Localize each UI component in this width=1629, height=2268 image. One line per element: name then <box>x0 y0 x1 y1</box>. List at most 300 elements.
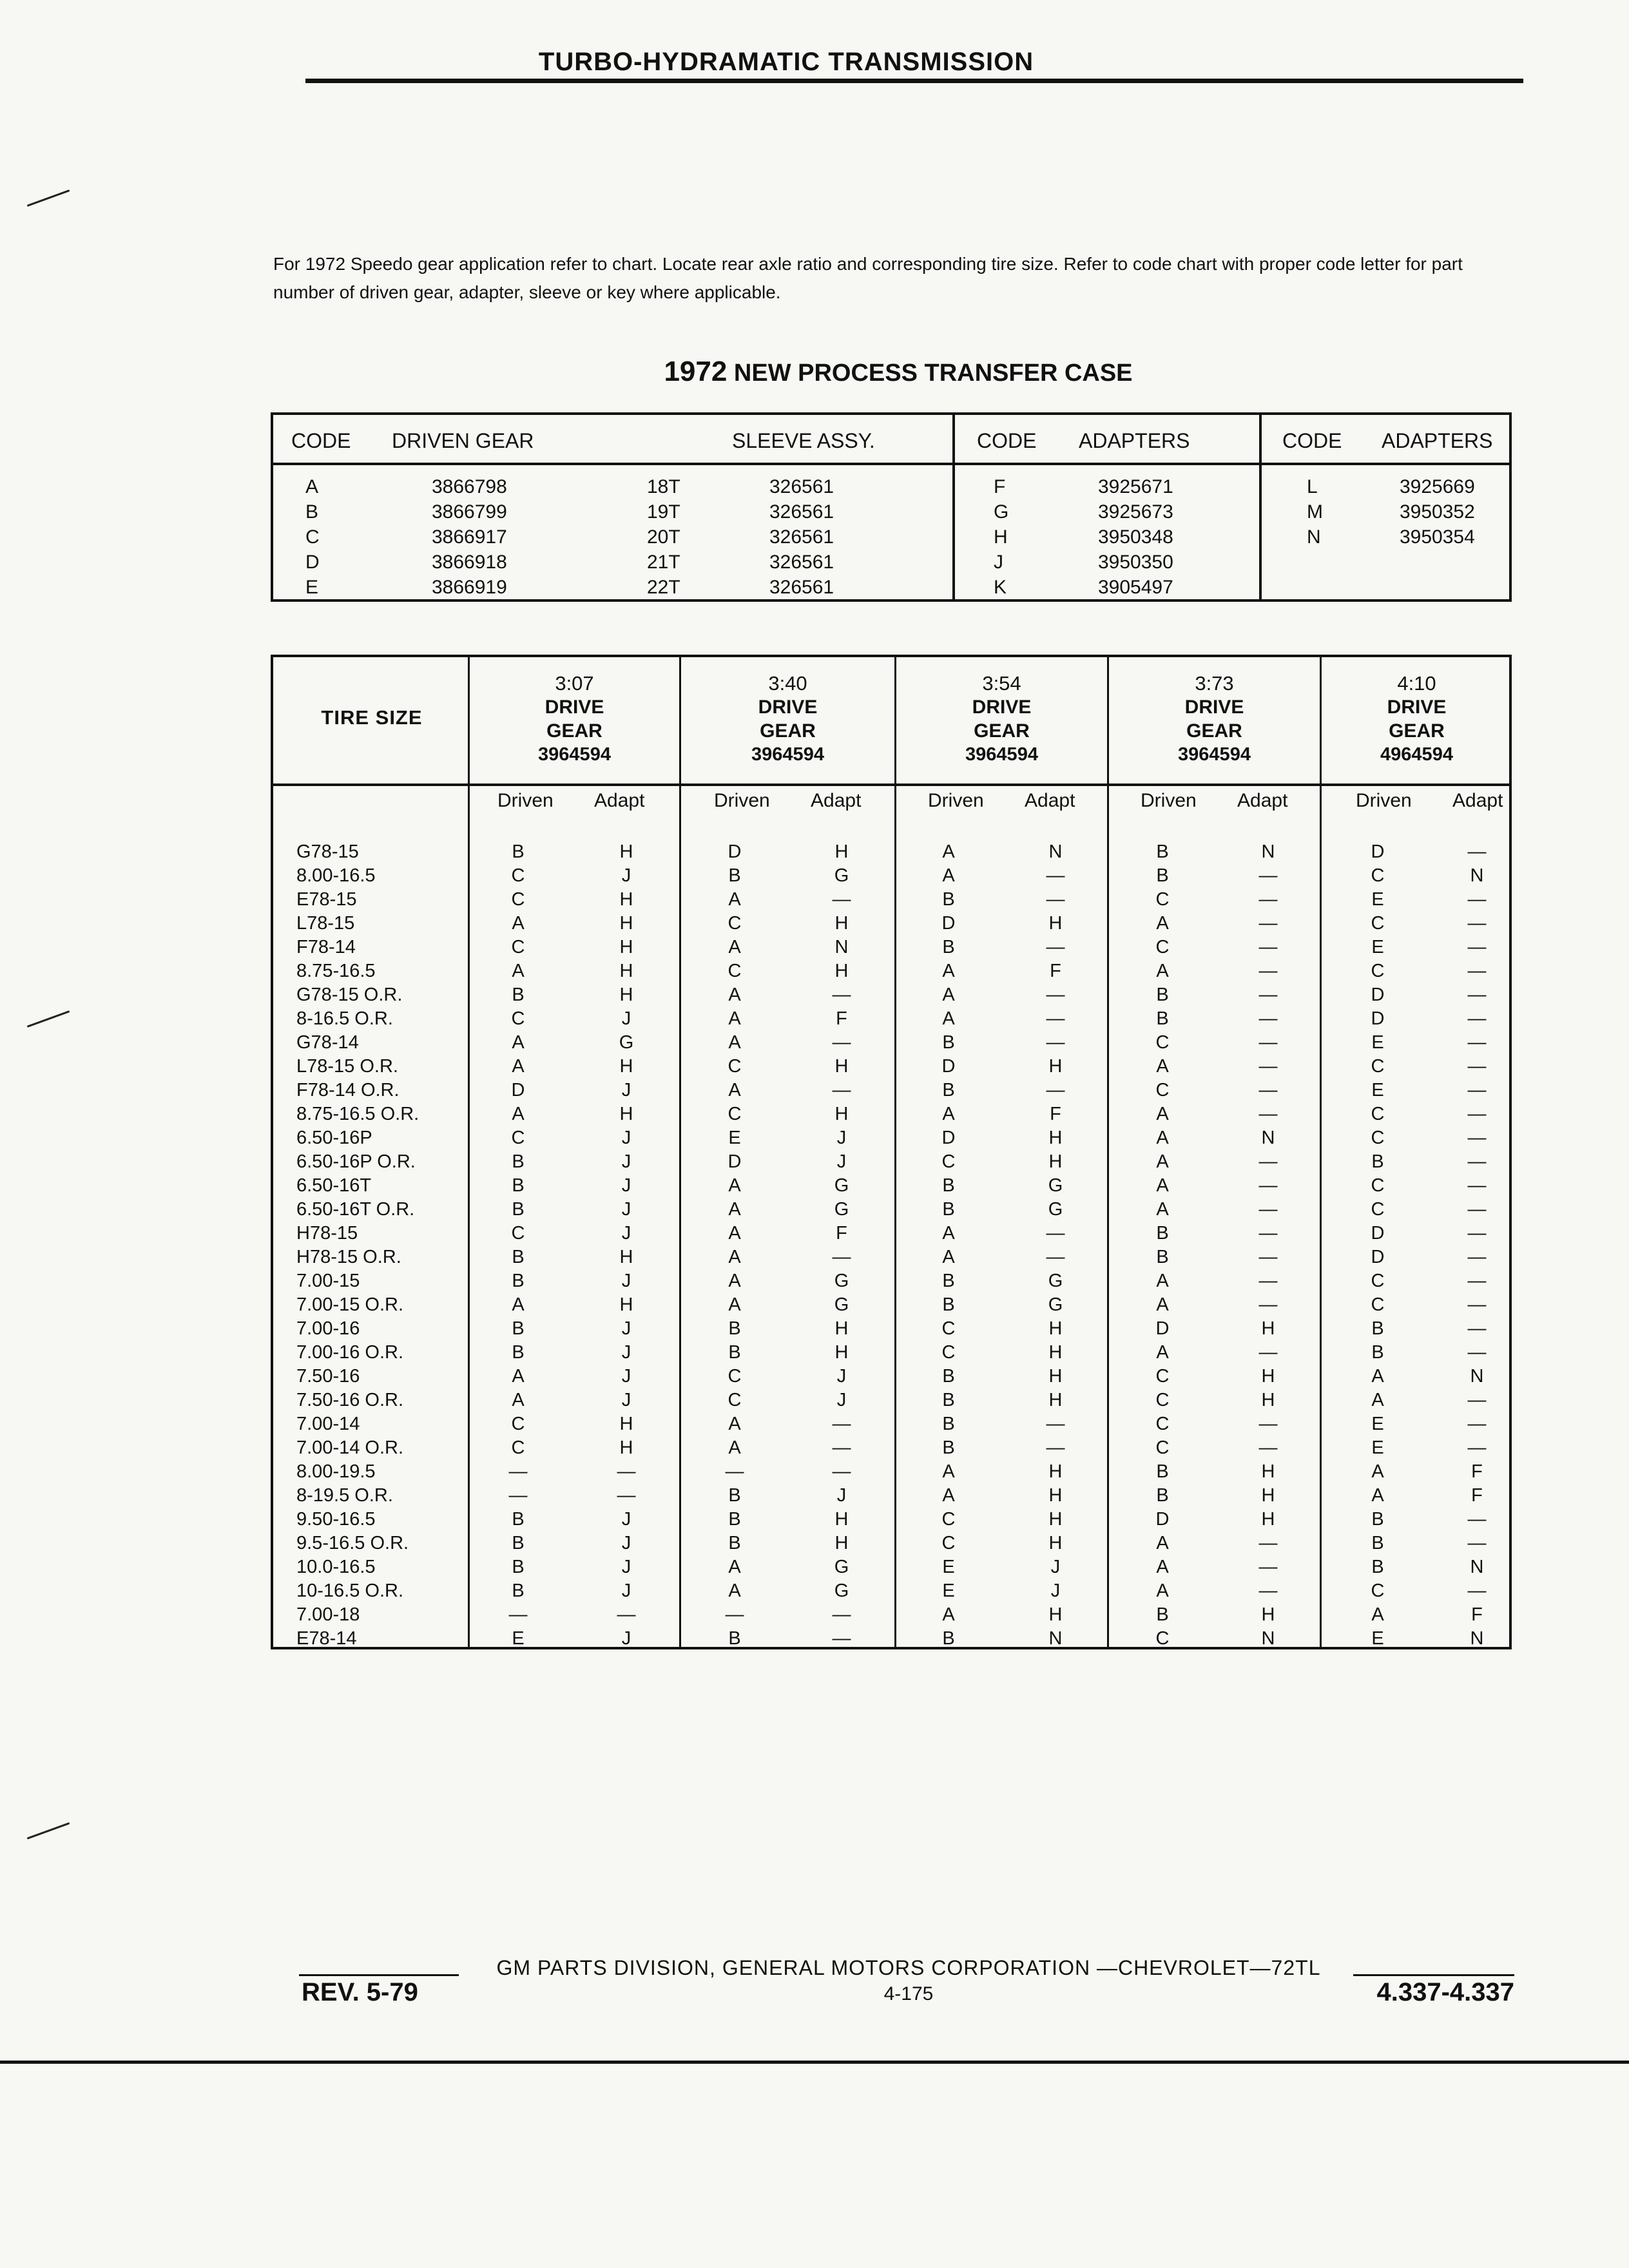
driven-code-cell: A <box>512 1390 525 1410</box>
code-header: CODE <box>977 429 1037 452</box>
adapt-code-cell: — <box>1467 1437 1487 1458</box>
tire-size-cell: L78-15 <box>296 913 355 934</box>
driven-code-cell: B <box>1371 1151 1384 1172</box>
adapt-code-cell: J <box>836 1390 847 1410</box>
adapt-code-cell: H <box>834 841 849 862</box>
adapt-code-cell: — <box>1046 1223 1065 1244</box>
adapt-code-cell: G <box>834 1271 849 1291</box>
adapt-code-cell: — <box>1258 1080 1278 1100</box>
driven-code-cell: A <box>1156 961 1169 981</box>
driven-code-cell: B <box>942 1032 955 1053</box>
adapt-code-cell: — <box>1046 985 1065 1005</box>
driven-code-cell: C <box>1371 1199 1385 1220</box>
adapt-code-cell: G <box>834 1199 849 1220</box>
code-cell: L <box>1307 476 1318 497</box>
adapt-code-cell: — <box>832 1080 851 1100</box>
revision-label: REV. 5-79 <box>302 1978 418 2006</box>
driven-code-cell: B <box>512 1581 525 1601</box>
adapt-code-cell: F <box>1471 1485 1483 1506</box>
ratio-header <box>896 671 1107 781</box>
adapt-code-cell: J <box>621 1628 631 1649</box>
driven-code-cell: A <box>942 841 955 862</box>
adapt-code-cell: — <box>832 985 851 1005</box>
drive-gear-part: 3964594 <box>1178 744 1251 765</box>
driven-code-cell: B <box>728 865 741 886</box>
adapt-code-cell: H <box>834 1533 849 1553</box>
adapt-code-cell: — <box>1467 1414 1487 1434</box>
tire-size-cell: G78-15 O.R. <box>296 985 403 1005</box>
driven-code-cell: D <box>1371 1247 1385 1267</box>
tire-size-cell: 8-16.5 O.R. <box>296 1008 393 1029</box>
adapt-code-cell: H <box>1261 1390 1275 1410</box>
adapt-code-cell: — <box>1258 1557 1278 1577</box>
driven-subheader: Driven <box>497 790 554 811</box>
adapt-code-cell: H <box>619 1247 633 1267</box>
adapt-code-cell: N <box>1048 841 1063 862</box>
driven-code-cell: A <box>1156 1128 1169 1148</box>
ratio-header <box>1322 671 1512 781</box>
page-number: 4-175 <box>883 1983 934 2004</box>
driven-code-cell: B <box>512 1318 525 1339</box>
driven-code-cell: A <box>1156 1104 1169 1124</box>
adapt-code-cell: J <box>621 1366 631 1387</box>
driven-code-cell: B <box>1371 1318 1384 1339</box>
scan-mark <box>27 1822 70 1840</box>
adapt-code-cell: — <box>1467 1056 1487 1077</box>
adapt-code-cell: J <box>621 1008 631 1029</box>
adapt-code-cell: — <box>1467 1533 1487 1553</box>
driven-code-cell: B <box>728 1628 741 1649</box>
driven-code-cell: A <box>728 1008 741 1029</box>
code-header: CODE <box>1282 429 1342 452</box>
driven-code-cell: C <box>728 913 742 934</box>
adapt-code-cell: G <box>834 1557 849 1577</box>
driven-code-cell: D <box>941 1128 956 1148</box>
adapt-code-cell: H <box>834 1318 849 1339</box>
gear-label: GEAR <box>974 720 1030 742</box>
driven-code-cell: C <box>941 1533 956 1553</box>
tire-size-cell: 7.50-16 <box>296 1366 360 1387</box>
driven-code-cell: A <box>512 1032 525 1053</box>
driven-code-cell: D <box>511 1080 525 1100</box>
driven-code-cell: C <box>1371 961 1385 981</box>
adapt-code-cell: — <box>1258 985 1278 1005</box>
tire-size-cell: 7.00-15 <box>296 1271 360 1291</box>
adapt-code-cell: F <box>1471 1604 1483 1625</box>
chart-divider <box>679 657 681 1647</box>
driven-subheader: Driven <box>1356 790 1412 811</box>
adapt-code-cell: J <box>621 1199 631 1220</box>
driven-code-cell: E <box>942 1581 955 1601</box>
driven-code-cell: C <box>1371 1104 1385 1124</box>
driven-code-cell: B <box>942 1175 955 1196</box>
part-number-cell: 3866798 <box>432 476 507 497</box>
driven-code-cell: E <box>1371 889 1384 910</box>
tire-size-cell: G78-15 <box>296 841 359 862</box>
driven-code-cell: D <box>1155 1318 1170 1339</box>
driven-code-cell: B <box>512 1557 525 1577</box>
bottom-rule <box>0 2061 1629 2064</box>
driven-code-cell: C <box>511 865 525 886</box>
adapt-code-cell: F <box>1050 961 1061 981</box>
adapt-code-cell: — <box>1046 1080 1065 1100</box>
adapt-code-cell: N <box>1048 1628 1063 1649</box>
driven-code-cell: — <box>508 1604 528 1625</box>
tire-size-cell: 10-16.5 O.R. <box>296 1581 404 1601</box>
driven-part-column <box>432 474 507 600</box>
driven-code-cell: A <box>942 1604 955 1625</box>
driven-code-cell: A <box>728 1247 741 1267</box>
adapt-code-cell: H <box>619 1104 633 1124</box>
adapt-code-cell: H <box>619 889 633 910</box>
adapt-code-cell: H <box>619 1294 633 1315</box>
adapt-code-cell: N <box>834 937 849 957</box>
driven-code-cell: B <box>728 1533 741 1553</box>
adapt-code-cell: H <box>1048 1390 1063 1410</box>
tire-size-cell: L78-15 O.R. <box>296 1056 398 1077</box>
driven-code-cell: B <box>942 1199 955 1220</box>
ratio-header <box>470 671 679 781</box>
driven-code-cell: B <box>1156 841 1169 862</box>
drive-label: DRIVE <box>972 697 1032 718</box>
adapt-code-cell: H <box>1048 1056 1063 1077</box>
adapt-code-cell: H <box>1048 1366 1063 1387</box>
footer-rule <box>299 1974 459 1976</box>
adapt-code-cell: — <box>1467 1080 1487 1100</box>
adapt-code-cell: J <box>1050 1581 1061 1601</box>
driven-code-cell: C <box>941 1509 956 1530</box>
driven-code-cell: E <box>1371 1437 1384 1458</box>
driven-code-cell: B <box>512 1247 525 1267</box>
driven-code-cell: E <box>512 1628 525 1649</box>
adapt-code-cell: J <box>621 1175 631 1196</box>
driven-code-cell: C <box>941 1318 956 1339</box>
sleeve-column <box>769 474 834 600</box>
adapt-code-cell: — <box>1467 1318 1487 1339</box>
section-number: 4.337-4.337 <box>1376 1978 1514 2006</box>
driven-code-cell: A <box>1371 1390 1384 1410</box>
adapt-code-cell: — <box>1467 1128 1487 1148</box>
driven-code-cell: C <box>511 1437 525 1458</box>
driven-code-cell: B <box>512 1199 525 1220</box>
adapt-code-column <box>607 840 646 1651</box>
ratio-label: 4:10 <box>1397 672 1436 695</box>
adapt-code-cell: — <box>1467 985 1487 1005</box>
driven-code-cell: A <box>1156 1581 1169 1601</box>
adapt-code-cell: J <box>836 1151 847 1172</box>
code-cell: A <box>305 476 319 497</box>
driven-code-cell: A <box>1156 1294 1169 1315</box>
part-number-cell: 3866919 <box>432 577 507 598</box>
adapt-code-cell: — <box>1467 913 1487 934</box>
adapt-code-cell: J <box>836 1485 847 1506</box>
adapt-code-cell: — <box>1467 1390 1487 1410</box>
driven-code-cell: C <box>1371 1271 1385 1291</box>
driven-code-cell: A <box>942 961 955 981</box>
tire-size-cell: 7.00-16 <box>296 1318 360 1339</box>
driven-code-cell: B <box>512 1533 525 1553</box>
adapt-code-cell: — <box>1467 1223 1487 1244</box>
part-number-cell: 3950348 <box>1098 526 1173 548</box>
driven-code-cell: A <box>512 913 525 934</box>
adapt-code-cell: — <box>832 889 851 910</box>
adapt-code-cell: H <box>619 961 633 981</box>
chart-divider <box>1107 657 1109 1647</box>
sleeve-cell: 326561 <box>769 552 834 573</box>
adapt-code-cell: — <box>1258 865 1278 886</box>
ratio-header <box>1109 671 1320 781</box>
driven-code-cell: — <box>725 1461 744 1482</box>
adapt-code-cell: — <box>1467 1509 1487 1530</box>
adapt-code-cell: H <box>1048 1604 1063 1625</box>
scan-mark <box>27 189 70 207</box>
driven-code-cell: A <box>728 1175 741 1196</box>
adapt-code-cell: H <box>1048 1151 1063 1172</box>
driven-code-cell: D <box>728 841 742 862</box>
adapt-code-cell: F <box>836 1008 847 1029</box>
driven-code-cell: A <box>1371 1461 1384 1482</box>
adapt-code-cell: — <box>1467 1342 1487 1363</box>
adapt-code-column <box>1249 840 1287 1651</box>
driven-code-cell: C <box>511 1414 525 1434</box>
teeth-column <box>647 474 680 600</box>
tire-size-cell: H78-15 O.R. <box>296 1247 401 1267</box>
driven-code-cell: D <box>1371 1223 1385 1244</box>
adapt-code-cell: — <box>832 1604 851 1625</box>
sleeve-cell: 326561 <box>769 501 834 523</box>
part-number-cell: 3925669 <box>1400 476 1475 497</box>
driven-code-cell: A <box>1156 1557 1169 1577</box>
adapt-code-cell: — <box>1258 1032 1278 1053</box>
adapt-code-cell: J <box>621 865 631 886</box>
driven-code-column <box>499 840 537 1651</box>
driven-code-cell: C <box>511 1223 525 1244</box>
driven-code-cell: B <box>728 1342 741 1363</box>
speedo-gear-chart <box>271 655 1512 1649</box>
driven-code-cell: B <box>1156 985 1169 1005</box>
driven-code-cell: B <box>1371 1533 1384 1553</box>
drive-gear-part: 3964594 <box>538 744 611 765</box>
driven-code-cell: A <box>942 985 955 1005</box>
driven-code-cell: B <box>942 889 955 910</box>
driven-code-cell: C <box>728 1390 742 1410</box>
driven-code-cell: A <box>1156 1175 1169 1196</box>
adapt-code-cell: — <box>1467 1581 1487 1601</box>
adapt-code-cell: — <box>832 1628 851 1649</box>
adapt-code-cell: — <box>1467 1271 1487 1291</box>
adapt-code-cell: J <box>621 1223 631 1244</box>
adapt-code-cell: — <box>1046 937 1065 957</box>
adapt-code-cell: J <box>836 1128 847 1148</box>
driven-code-cell: B <box>1156 1604 1169 1625</box>
adapt-code-cell: — <box>1258 1294 1278 1315</box>
driven-code-cell: C <box>1155 937 1170 957</box>
driven-code-cell: B <box>728 1485 741 1506</box>
driven-code-cell: C <box>511 1128 525 1148</box>
adapt-code-cell: G <box>834 1294 849 1315</box>
adapt-code-cell: J <box>621 1151 631 1172</box>
tire-size-cell: 7.00-14 O.R. <box>296 1437 404 1458</box>
driven-subheader: Driven <box>928 790 984 811</box>
sleeve-cell: 326561 <box>769 577 834 598</box>
driven-code-cell: B <box>1371 1342 1384 1363</box>
driven-code-cell: E <box>1371 1032 1384 1053</box>
adapt-code-cell: H <box>1048 1533 1063 1553</box>
code-table <box>271 412 1512 602</box>
part-number-cell: 3866799 <box>432 501 507 523</box>
driven-code-cell: A <box>512 961 525 981</box>
part-number-cell: 3950354 <box>1400 526 1475 548</box>
tire-size-cell: 10.0-16.5 <box>296 1557 376 1577</box>
adapt-code-cell: J <box>1050 1557 1061 1577</box>
driven-code-cell: C <box>728 1366 742 1387</box>
driven-code-cell: A <box>512 1104 525 1124</box>
adapt-code-cell: — <box>1258 1151 1278 1172</box>
adapt-code-cell: H <box>1261 1604 1275 1625</box>
adapt-code-cell: F <box>1471 1461 1483 1482</box>
drive-gear-part: 3964594 <box>965 744 1038 765</box>
tire-size-cell: 7.50-16 O.R. <box>296 1390 404 1410</box>
adapt-code-cell: G <box>834 865 849 886</box>
adapt-code-cell: — <box>617 1485 636 1506</box>
code-cell: H <box>994 526 1008 548</box>
driven-code-cell: B <box>1156 1485 1169 1506</box>
gear-label: GEAR <box>1389 720 1445 742</box>
driven-code-cell: B <box>1156 1247 1169 1267</box>
driven-code-cell: C <box>1155 1414 1170 1434</box>
driven-code-cell: — <box>508 1461 528 1482</box>
driven-code-cell: A <box>728 1271 741 1291</box>
adapt-code-cell: — <box>1467 937 1487 957</box>
adapt-code-cell: — <box>1467 889 1487 910</box>
tire-size-cell: F78-14 O.R. <box>296 1080 400 1100</box>
driven-code-cell: B <box>1371 1557 1384 1577</box>
gear-label: GEAR <box>760 720 816 742</box>
driven-code-cell: D <box>1371 841 1385 862</box>
ratio-label: 3:73 <box>1195 672 1234 695</box>
adapt-code-cell: H <box>834 1342 849 1363</box>
driven-code-cell: C <box>511 1008 525 1029</box>
scan-mark <box>27 1010 70 1028</box>
driven-code-cell: C <box>1155 1366 1170 1387</box>
adapt-code-cell: H <box>1048 1342 1063 1363</box>
adapt-code-cell: — <box>832 1247 851 1267</box>
adapt-code-cell: H <box>619 985 633 1005</box>
driven-code-cell: C <box>1371 865 1385 886</box>
adapt-code-cell: G <box>619 1032 634 1053</box>
adapt-code-cell: F <box>836 1223 847 1244</box>
driven-code-cell: B <box>942 1390 955 1410</box>
driven-code-cell: B <box>1371 1509 1384 1530</box>
tire-size-cell: 8.00-19.5 <box>296 1461 376 1482</box>
adapt-code-cell: G <box>1048 1175 1063 1196</box>
tire-size-cell: F78-14 <box>296 937 356 957</box>
teeth-cell: 22T <box>647 577 680 598</box>
driven-code-cell: B <box>942 1437 955 1458</box>
page-title: TURBO-HYDRAMATIC TRANSMISSION <box>538 48 1034 76</box>
driven-code-cell: C <box>511 889 525 910</box>
adapt-code-cell: H <box>1048 1461 1063 1482</box>
driven-code-column <box>929 840 968 1651</box>
driven-code-cell: C <box>728 961 742 981</box>
driven-code-cell: E <box>728 1128 741 1148</box>
adapt-code-cell: — <box>1258 913 1278 934</box>
adapt-code-cell: H <box>1048 913 1063 934</box>
adapt-code-cell: H <box>834 961 849 981</box>
driven-code-cell: E <box>1371 1414 1384 1434</box>
adapt-code-cell: N <box>1261 1128 1275 1148</box>
driven-code-cell: C <box>1155 1080 1170 1100</box>
driven-code-cell: A <box>512 1056 525 1077</box>
driven-code-cell: D <box>941 913 956 934</box>
drive-gear-part: 3964594 <box>751 744 824 765</box>
adapt-code-cell: — <box>832 1414 851 1434</box>
adapt-code-cell: N <box>1470 865 1484 886</box>
driven-code-column <box>1358 840 1397 1651</box>
gear-label: GEAR <box>546 720 602 742</box>
adapt-code-cell: N <box>1470 1628 1484 1649</box>
adapt-code-cell: G <box>834 1581 849 1601</box>
adapt-code-cell: — <box>1046 1247 1065 1267</box>
adapt-code-cell: — <box>1258 937 1278 957</box>
adapt-code-cell: — <box>1467 1151 1487 1172</box>
section-title <box>273 356 1523 388</box>
adapt-code-cell: H <box>619 1056 633 1077</box>
adapt-code-cell: — <box>1467 841 1487 862</box>
code-cell: D <box>305 552 320 573</box>
driven-code-cell: C <box>728 1056 742 1077</box>
tire-size-cell: 7.00-16 O.R. <box>296 1342 404 1363</box>
adapt-code-cell: — <box>832 1437 851 1458</box>
tire-size-header: TIRE SIZE <box>321 706 423 729</box>
adapter-code-column <box>994 474 1008 600</box>
adapt-code-cell: — <box>1467 1175 1487 1196</box>
tire-size-cell: H78-15 <box>296 1223 358 1244</box>
tire-size-cell: 8-19.5 O.R. <box>296 1485 393 1506</box>
adapt-code-cell: H <box>1048 1318 1063 1339</box>
adapt-code-cell: H <box>619 913 633 934</box>
driven-code-cell: A <box>728 1032 741 1053</box>
adapt-code-cell: — <box>1046 1414 1065 1434</box>
adapt-code-cell: H <box>1048 1509 1063 1530</box>
driven-code-cell: A <box>942 1008 955 1029</box>
code-table-header-rule <box>273 463 1509 465</box>
adapt-code-cell: J <box>621 1318 631 1339</box>
driven-code-cell: B <box>1156 865 1169 886</box>
adapt-code-cell: H <box>834 1104 849 1124</box>
driven-code-cell: B <box>512 1509 525 1530</box>
driven-code-cell: D <box>941 1056 956 1077</box>
teeth-cell: 21T <box>647 552 680 573</box>
driven-code-cell: B <box>942 1366 955 1387</box>
adapt-code-cell: H <box>619 937 633 957</box>
ratio-header <box>681 671 894 781</box>
code-cell: C <box>305 526 320 548</box>
driven-code-cell: E <box>942 1557 955 1577</box>
tire-size-cell: 6.50-16T O.R. <box>296 1199 415 1220</box>
adapt-code-cell: — <box>1258 1533 1278 1553</box>
driven-code-cell: A <box>728 1581 741 1601</box>
drive-label: DRIVE <box>758 697 818 718</box>
adapt-code-cell: G <box>1048 1294 1063 1315</box>
driven-code-cell: B <box>942 937 955 957</box>
tire-size-cell: 8.75-16.5 <box>296 961 376 981</box>
tire-size-cell: 8.75-16.5 O.R. <box>296 1104 419 1124</box>
code-header: CODE <box>291 429 351 452</box>
driven-code-cell: B <box>1156 1461 1169 1482</box>
drive-label: DRIVE <box>1184 697 1244 718</box>
part-number-cell: 3950352 <box>1400 501 1475 523</box>
